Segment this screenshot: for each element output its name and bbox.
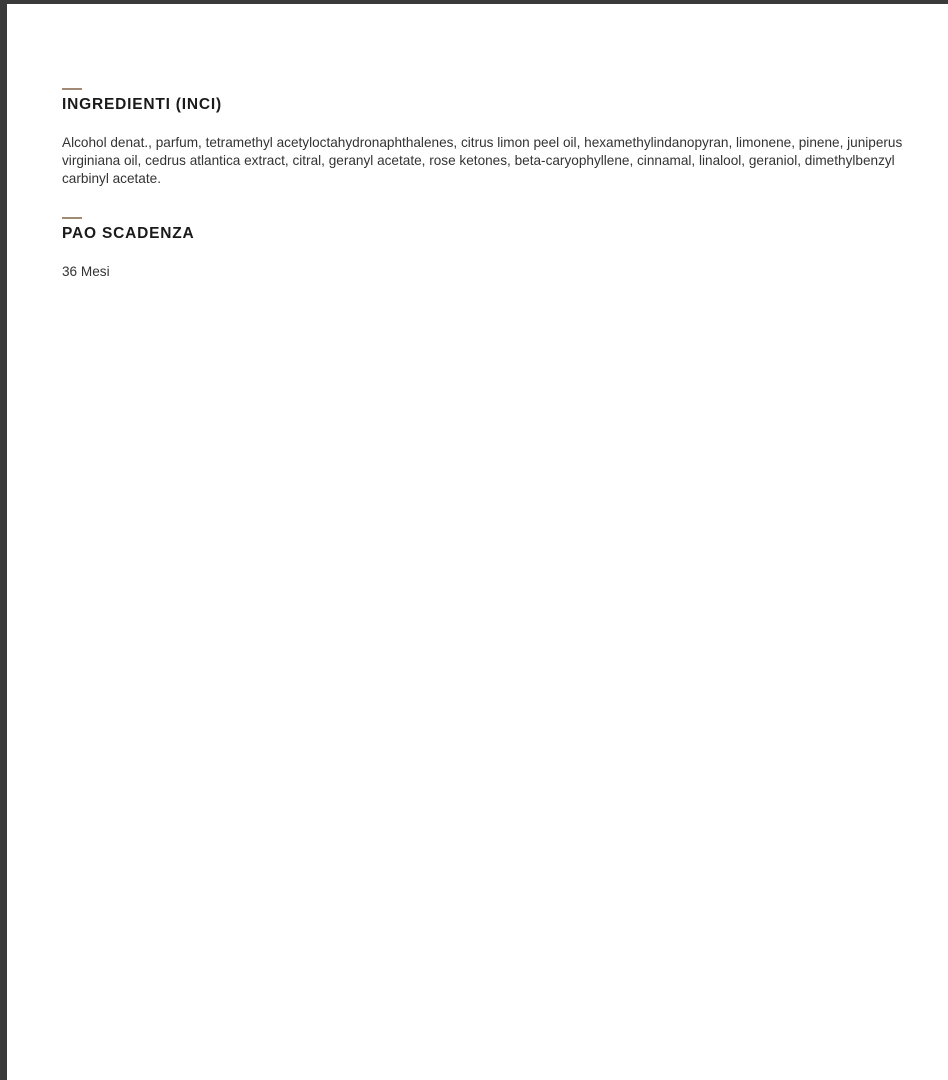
pao-section: [62, 217, 922, 281]
pao-heading: PAO SCADENZA: [62, 225, 195, 242]
section-accent-line: [62, 217, 82, 219]
document-page: [7, 4, 948, 1080]
pao-text: 36 Mesi: [62, 264, 110, 279]
ingredients-text: Alcohol denat., parfum, tetramethyl acetyloctahydronaphthalenes, citrus limon peel oil, hexamethylindanopyran, limonene, pinene, juniperus virginiana oil, cedrus atlantica extract, citral, geranyl acetate, rose ketones, beta-caryophyllene, cinnamal, linalool, geraniol, dimethylbenzyl carbinyl acetate.: [62, 135, 903, 186]
section-accent-line: [62, 88, 82, 90]
ingredients-heading: INGREDIENTI (INCI): [62, 96, 222, 113]
ingredients-section: [62, 88, 922, 188]
